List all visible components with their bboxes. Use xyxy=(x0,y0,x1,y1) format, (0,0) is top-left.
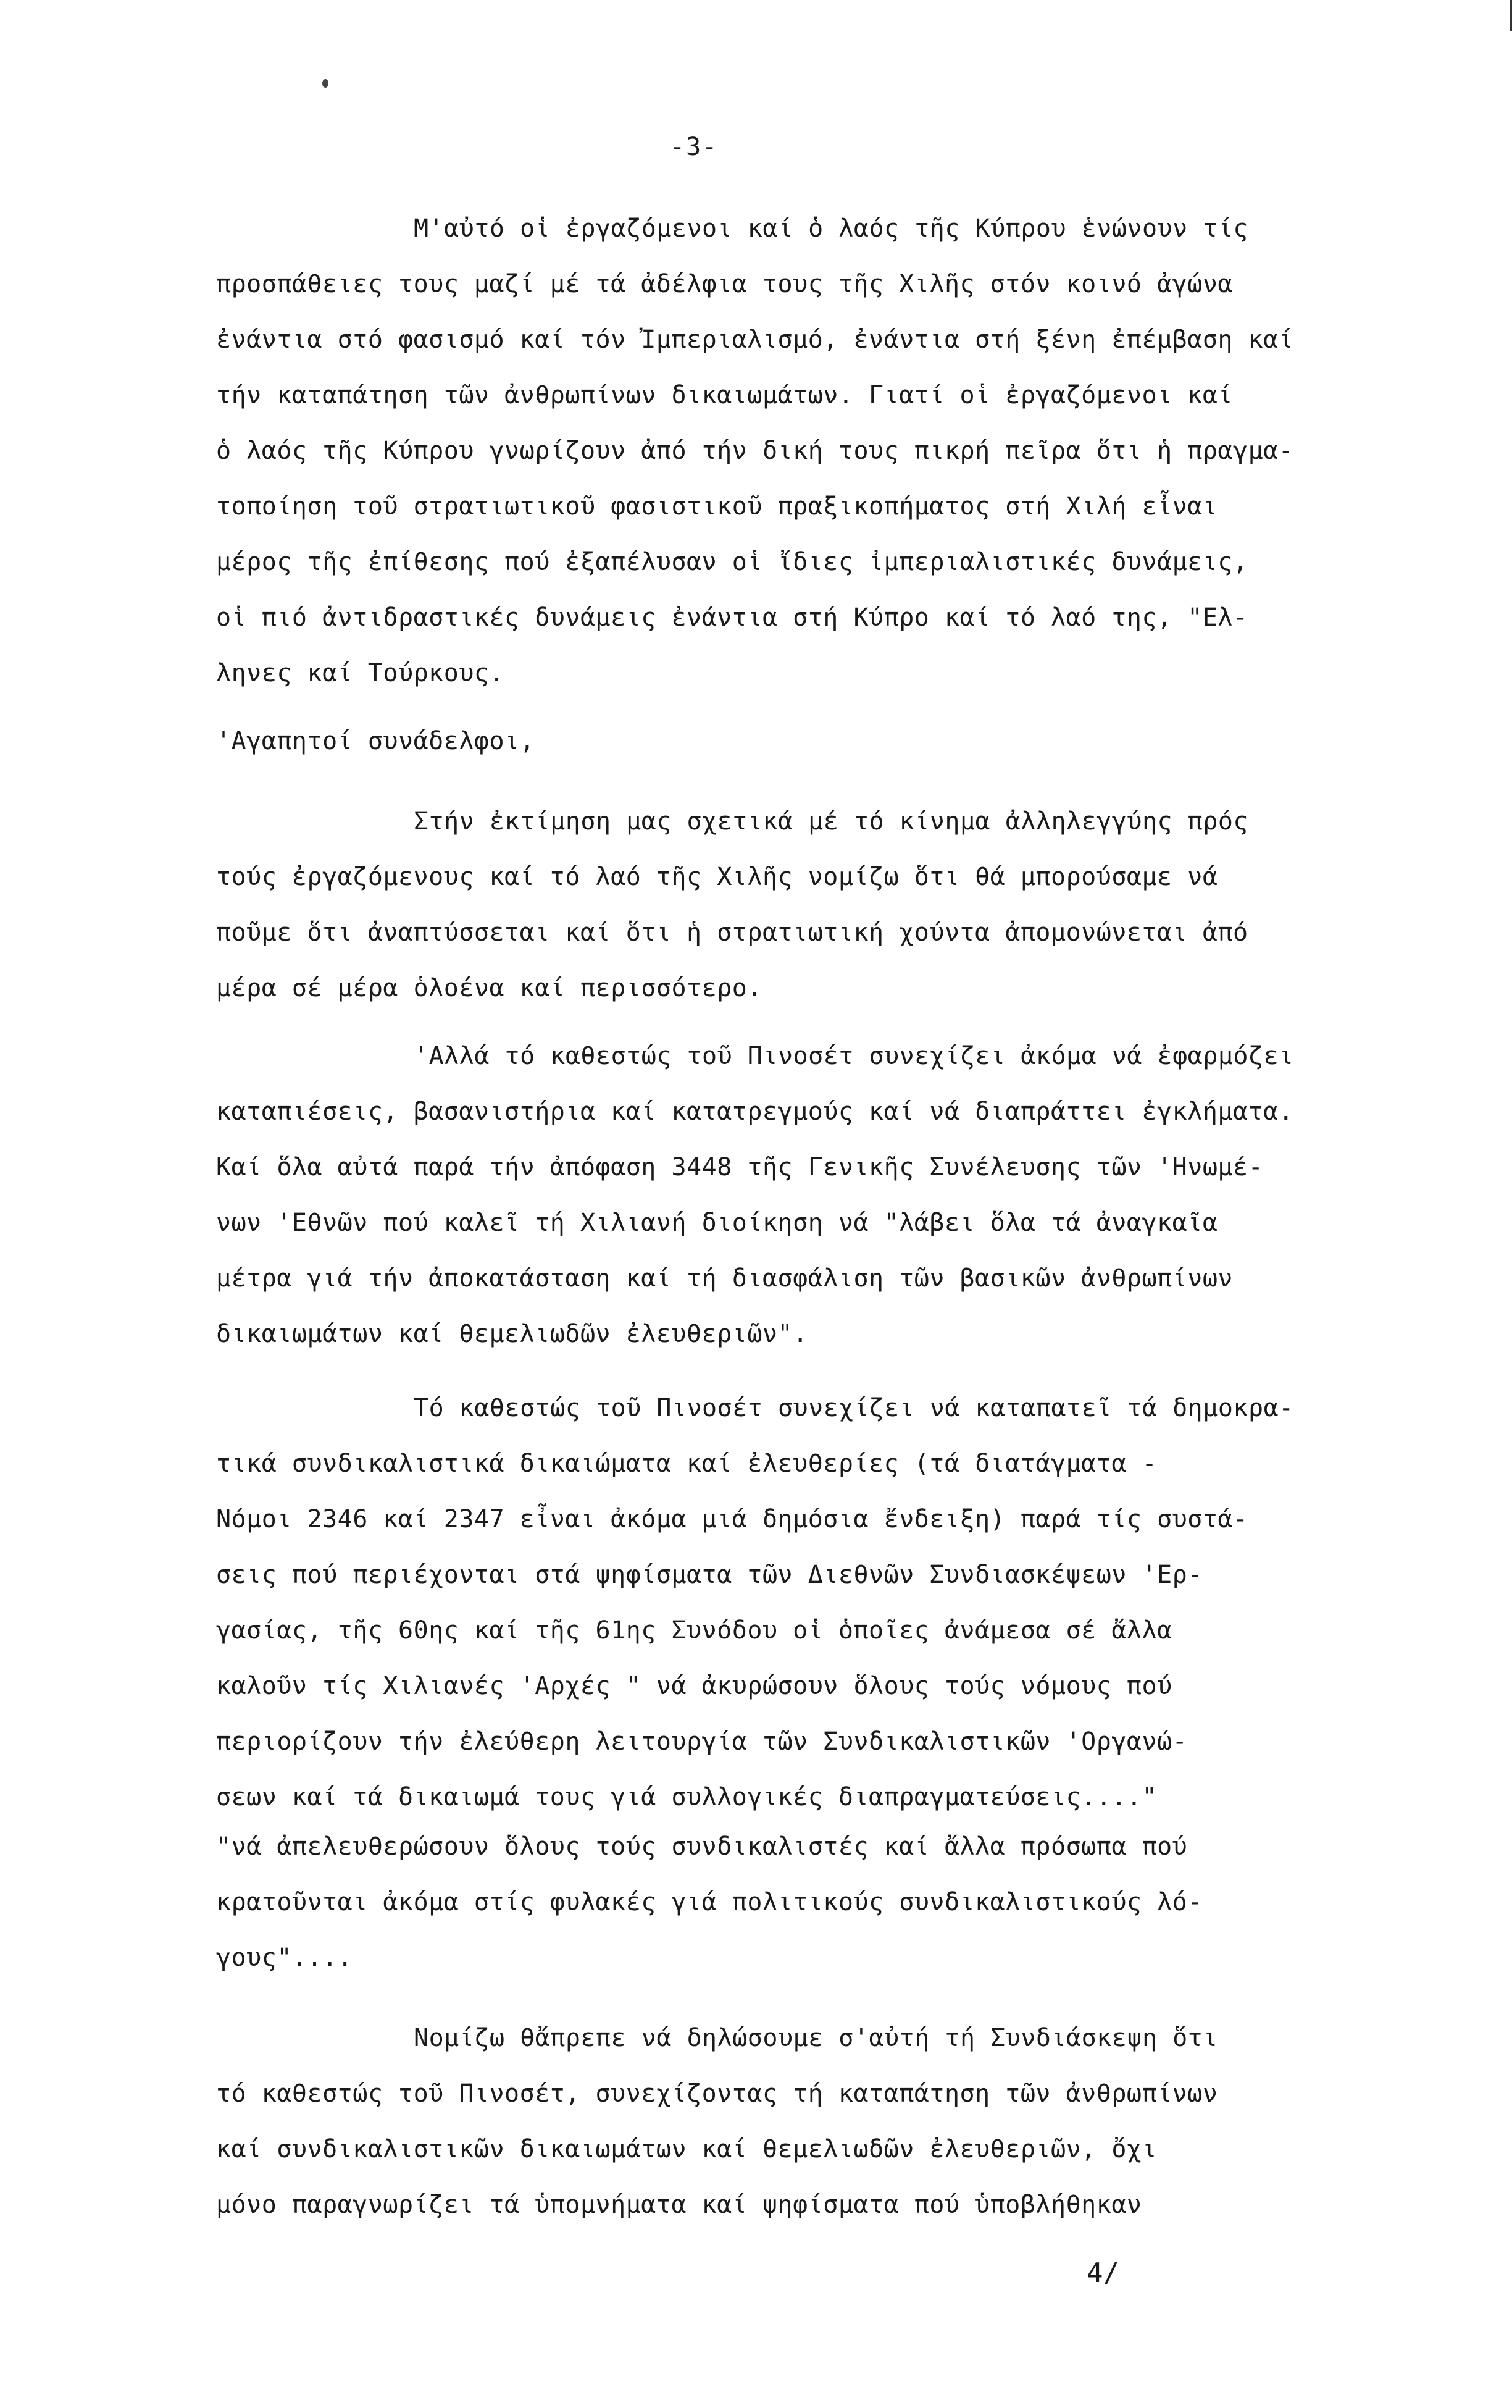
text-line: μέρος τῆς ἐπίθεσης πού ἐξαπέλυσαν οἱ ἴδιες ἰμπεριαλιστικές δυνάμεις, xyxy=(216,548,1248,576)
continuation-marker: 4/ xyxy=(1087,2257,1119,2289)
text-line: νων 'Εθνῶν πού καλεῖ τή Χιλιανή διοίκηση νά "λάβει ὅλα τά ἀναγκαῖα xyxy=(216,1209,1218,1237)
text-line: γασίας, τῆς 60ης καί τῆς 61ης Συνόδου οἱ ὁποῖες ἀνάμεσα σέ ἄλλα xyxy=(216,1616,1172,1645)
text-line: σεις πού περιέχονται στά ψηφίσματα τῶν Διεθνῶν Συνδιασκέψεων 'Ερ- xyxy=(216,1561,1203,1589)
salutation: 'Αγαπητοί συνάδελφοι, xyxy=(216,727,535,755)
page-number: -3- xyxy=(670,133,719,161)
text-line: M'αὐτό οἱ ἐργαζόμενοι καί ὁ λαός τῆς Κύπρου ἑνώνουν τίς xyxy=(414,214,1249,243)
text-line: Τό καθεστώς τοῦ Πινοσέτ συνεχίζει νά καταπατεῖ τά δημοκρα- xyxy=(414,1394,1294,1422)
text-line: ἐνάντια στό φασισμό καί τόν Ἰμπεριαλισμό, ἐνάντια στή ξένη ἐπέμβαση καί xyxy=(216,325,1294,354)
text-line: "νά ἀπελευθερώσουν ὅλους τούς συνδικαλιστές καί ἄλλα πρόσωπα πού xyxy=(216,1832,1188,1861)
text-line: ποῦμε ὅτι ἀναπτύσσεται καί ὅτι ἡ στρατιωτική χούντα ἀπομονώνεται ἀπό xyxy=(216,918,1248,947)
text-line: καλοῦν τίς Χιλιανές 'Αρχές " νά ἀκυρώσουν ὅλους τούς νόμους πού xyxy=(216,1672,1172,1700)
text-line: οἱ πιό ἀντιδραστικές δυνάμεις ἐνάντια στή Κύπρο καί τό λαό της, "Ελ- xyxy=(216,603,1248,632)
text-line: τήν καταπάτηση τῶν ἀνθρωπίνων δικαιωμάτων. Γιατί οἱ ἐργαζόμενοι καί xyxy=(216,381,1233,409)
text-line: περιορίζουν τήν ἐλεύθερη λειτουργία τῶν Συνδικαλιστικῶν 'Οργανώ- xyxy=(216,1727,1188,1756)
text-line: 'Αλλά τό καθεστώς τοῦ Πινοσέτ συνεχίζει ἀκόμα νά ἐφαρμόζει xyxy=(414,1042,1294,1070)
text-line: μέρα σέ μέρα ὁλοένα καί περισσότερο. xyxy=(216,974,762,1002)
text-line: προσπάθειες τους μαζί μέ τά ἀδέλφια τους τῆς Χιλῆς στόν κοινό ἀγώνα xyxy=(216,270,1233,298)
text-line: σεων καί τά δικαιωμά τους γιά συλλογικές διαπραγματεύσεις...." xyxy=(216,1783,1158,1811)
text-line: κρατοῦνται ἀκόμα στίς φυλακές γιά πολιτικούς συνδικαλιστικούς λό- xyxy=(216,1888,1203,1916)
text-line: γους".... xyxy=(216,1944,353,1972)
text-line: τοποίηση τοῦ στρατιωτικοῦ φασιστικοῦ πραξικοπήματος στή Χιλή εἶναι xyxy=(216,492,1218,521)
text-line: καταπιέσεις, βασανιστήρια καί κατατρεγμούς καί νά διαπράττει ἐγκλήματα. xyxy=(216,1097,1294,1126)
text-line: δικαιωμάτων καί θεμελιωδῶν ἐλευθεριῶν". xyxy=(216,1320,808,1348)
text-line: Καί ὅλα αὐτά παρά τήν ἀπόφαση 3448 τῆς Γενικῆς Συνέλευσης τῶν 'Ηνωμέ- xyxy=(216,1153,1264,1181)
text-line: Νομίζω θἄπρεπε νά δηλώσουμε σ'αὐτή τή Συνδιάσκεψη ὅτι xyxy=(414,2024,1218,2052)
text-line: τό καθεστώς τοῦ Πινοσέτ, συνεχίζοντας τή καταπάτηση τῶν ἀνθρωπίνων xyxy=(216,2079,1218,2108)
text-line: Στήν ἐκτίμηση μας σχετικά μέ τό κίνημα ἀλληλεγγύης πρός xyxy=(414,807,1249,836)
text-line: ὁ λαός τῆς Κύπρου γνωρίζουν ἀπό τήν δική τους πικρή πεῖρα ὅτι ἡ πραγμα- xyxy=(216,437,1294,465)
text-line: μόνο παραγνωρίζει τά ὑπομνήματα καί ψηφίσματα πού ὑποβλήθηκαν xyxy=(216,2191,1142,2219)
text-line: Νόμοι 2346 καί 2347 εἶναι ἀκόμα μιά δημόσια ἔνδειξη) παρά τίς συστά- xyxy=(216,1505,1248,1533)
text-line: τικά συνδικαλιστικά δικαιώματα καί ἐλευθερίες (τά διατάγματα - xyxy=(216,1449,1158,1478)
text-line: καί συνδικαλιστικῶν δικαιωμάτων καί θεμελιωδῶν ἐλευθεριῶν, ὄχι xyxy=(216,2135,1158,2163)
text-line: μέτρα γιά τήν ἀποκατάσταση καί τή διασφάλιση τῶν βασικῶν ἀνθρωπίνων xyxy=(216,1264,1233,1293)
text-line: ληνες καί Τούρκους. xyxy=(216,659,505,687)
scan-speck xyxy=(322,79,328,88)
text-line: τούς ἐργαζόμενους καί τό λαό τῆς Χιλῆς νομίζω ὅτι θά μπορούσαμε νά xyxy=(216,863,1218,891)
